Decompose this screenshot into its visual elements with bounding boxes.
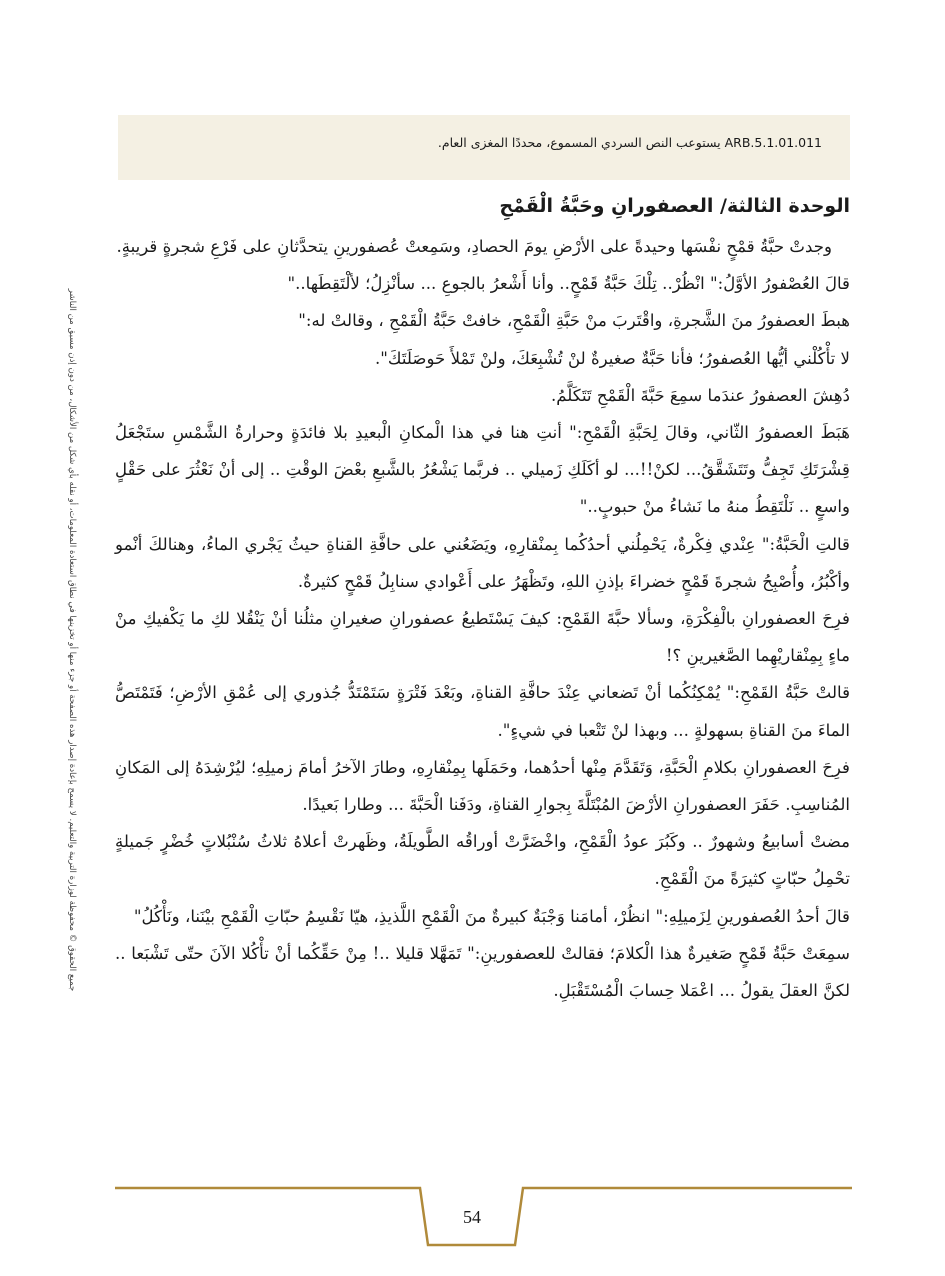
paragraph: فرِحَ العصفورانِ بكلامِ الْحَبَّةِ، وَتَقَدَّمَ مِنْها أحدُهما، وحَمَلَها بِمِنْقارِهِ، وطارَ الآخرُ أمامَ زميلِهِ؛ ليُرْشِدَهُ إلى المَكانِ المُناسِبِ. حَفَرَ العصفورانِ الأرْضَ المُبْتَلَّةَ بِجوارِ القناةِ، ودَفَنا الْحَبَّةَ ... وطارا بَعيدًا. bbox=[115, 757, 850, 815]
page-number: 54 bbox=[463, 1207, 481, 1227]
paragraph: هبطَ العصفورُ منَ الشَّجرةِ، واقْتَربَ منْ حَبَّةِ الْقَمْحِ، خافتْ حَبَّةُ الْقَمْحِ ، وقالتْ له:" bbox=[298, 311, 850, 331]
paragraph: قالتِ الْحَبَّةُ:" عِنْدي فِكْرةٌ، يَحْمِلُني أحدُكُما بِمنْقارِهِ، ويَضَعُني على حافَّةِ القناةِ حيثُ يَجْري الماءُ، وهنالكَ أنْمو وأكْبُرُ، وأُصْبِحُ شجرةَ قَمْحٍ خضراءَ بإذنِ اللهِ، وتَظْهَرُ على أَعْوادي سنابِلُ قَمْحٍ كثيرةٌ. bbox=[115, 534, 850, 591]
copyright-text: جميع الحقوق © محفوظة لوزارة التربية والتعليم. لا يسمح بإعادة إصدار هذه الصفحة أو جزء منها أو تخزينها في نطاق استعادة المعلومات، أو نقله بأي شكل من الأشكال، من دون إذن مسبق من الناشر bbox=[67, 288, 77, 992]
paragraph: فرِحَ العصفورانِ بالْفِكْرَةِ، وسألا حبَّةَ القَمْحِ: كيفَ يَسْتَطيعُ عصفورانِ صغيرانِ مثلُنا أنْ يَنْقُلا لكِ ما يَكْفيكِ منْ ماءٍ بِمِنْقاريْهِما الصَّغيرينِ ؟! bbox=[115, 609, 850, 666]
outcome-code: ARB.5.1.01.011 bbox=[724, 135, 822, 150]
paragraph: سمِعَتْ حَبَّةُ قَمْحٍ صَغيرةٌ هذا الْكلامَ؛ فقالتْ للعصفورينِ:" تَمَهَّلا قليلا ..! مِنْ حَقِّكُما أنْ تأْكُلا الآنَ حتّى تَشْبَعا .. لكنَّ العقلَ يقولُ ... اعْمَلا حِسابَ الْمُسْتَقْبَلِ. bbox=[115, 943, 850, 1001]
paragraph: قالتْ حَبَّةُ القَمْحِ:" يُمْكِنُكُما أنْ تَضعاني عِنْدَ حافَّةِ القناةِ، وبَعْدَ فَتْرَةٍ سَتَمْتَدُّ جُذوري إلى عُمْقِ الأرْضِ؛ فَتَمْتَصُّ الماءَ منَ القناةِ بسهولةٍ ... وبهذا لنْ تَتْعبا في شيءٍ". bbox=[115, 683, 850, 740]
paragraph: هَبَطَ العصفورُ الثّاني، وقالَ لِحَبَّةِ الْقَمْحِ:" أنتِ هنا في هذا الْمكانِ الْبعيدِ بلا فائدَةٍ وحرارةُ الشَّمْسِ ستَجْعَلُ قِشْرَتَكِ تَجِفُّ وتَتَشَقَّقُ... لكنْ!!... لو أكَلَكِ زَميلي .. فربَّما يَشْعُرُ بالشَّبعِ بعْضَ الوقْتِ .. إلى أنْ نَعْثُرَ على حَقْلٍ واسعٍ .. نَلْتَقِطُ منهُ ما نَشاءُ منْ حبوبٍ.." bbox=[115, 423, 850, 517]
paragraph: دُهِشَ العصفورُ عندَما سمِعَ حَبَّةَ الْقَمْحِ تَتَكَلَّمُ. bbox=[550, 385, 850, 405]
paragraph: قالَ العُصْفورُ الأوَّلُ:" انْظُرْ.. تِلْكَ حَبَّةُ قَمْحٍ.. وأنا أَشْعرُ بالجوعِ ... سأنْزِلُ؛ لألْتَقِطَها.." bbox=[287, 274, 850, 294]
paragraph: مضتْ أسابيعُ وشهورٌ .. وكَبُرَ عودُ الْقَمْحِ، واخْضَرَّتْ أوراقُه الطَّويلَةُ، وظَهرتْ أعلاهُ ثلاثُ سُنْبُلاتٍ خُضْرٍ جَميلةٍ تحْمِلُ حبّاتٍ كثيرَةً منَ الْقَمْحِ. bbox=[115, 832, 850, 889]
paragraph: وجدتْ حبَّةُ قمْحٍ نفْسَها وحيدةً على الأرْضِ يومَ الحصادِ، وسَمِعتْ عُصفورينِ يتحدَّثانِ على فَرْعِ شجرةٍ قريبةٍ. bbox=[116, 237, 832, 256]
paragraph: قالَ أحدُ العُصفورينِ لِزَميلِهِ:" انظُرْ، أمامَنا وَجْبَةٌ كبيرةٌ منَ الْقَمْحِ اللَّذيذِ، هيّا نَقْسِمُ حبّاتِ الْقَمْحِ بيْنَنا، ونَأْكُلُ" bbox=[133, 906, 850, 926]
unit-title: الوحدة الثالثة/ العصفورانِ وحَبَّةُ الْقَمْحِ bbox=[499, 195, 850, 217]
outcome-text: يستوعب النص السردي المسموع، محددًا المغزى العام. bbox=[437, 135, 721, 150]
paragraph: لا تأْكُلْني أيُّها العُصفورُ؛ فأنا حَبَّةٌ صغيرةٌ لنْ تُشْبِعَكَ، ولنْ تَمْلأَ حَوصَلَتَكَ". bbox=[374, 348, 850, 368]
